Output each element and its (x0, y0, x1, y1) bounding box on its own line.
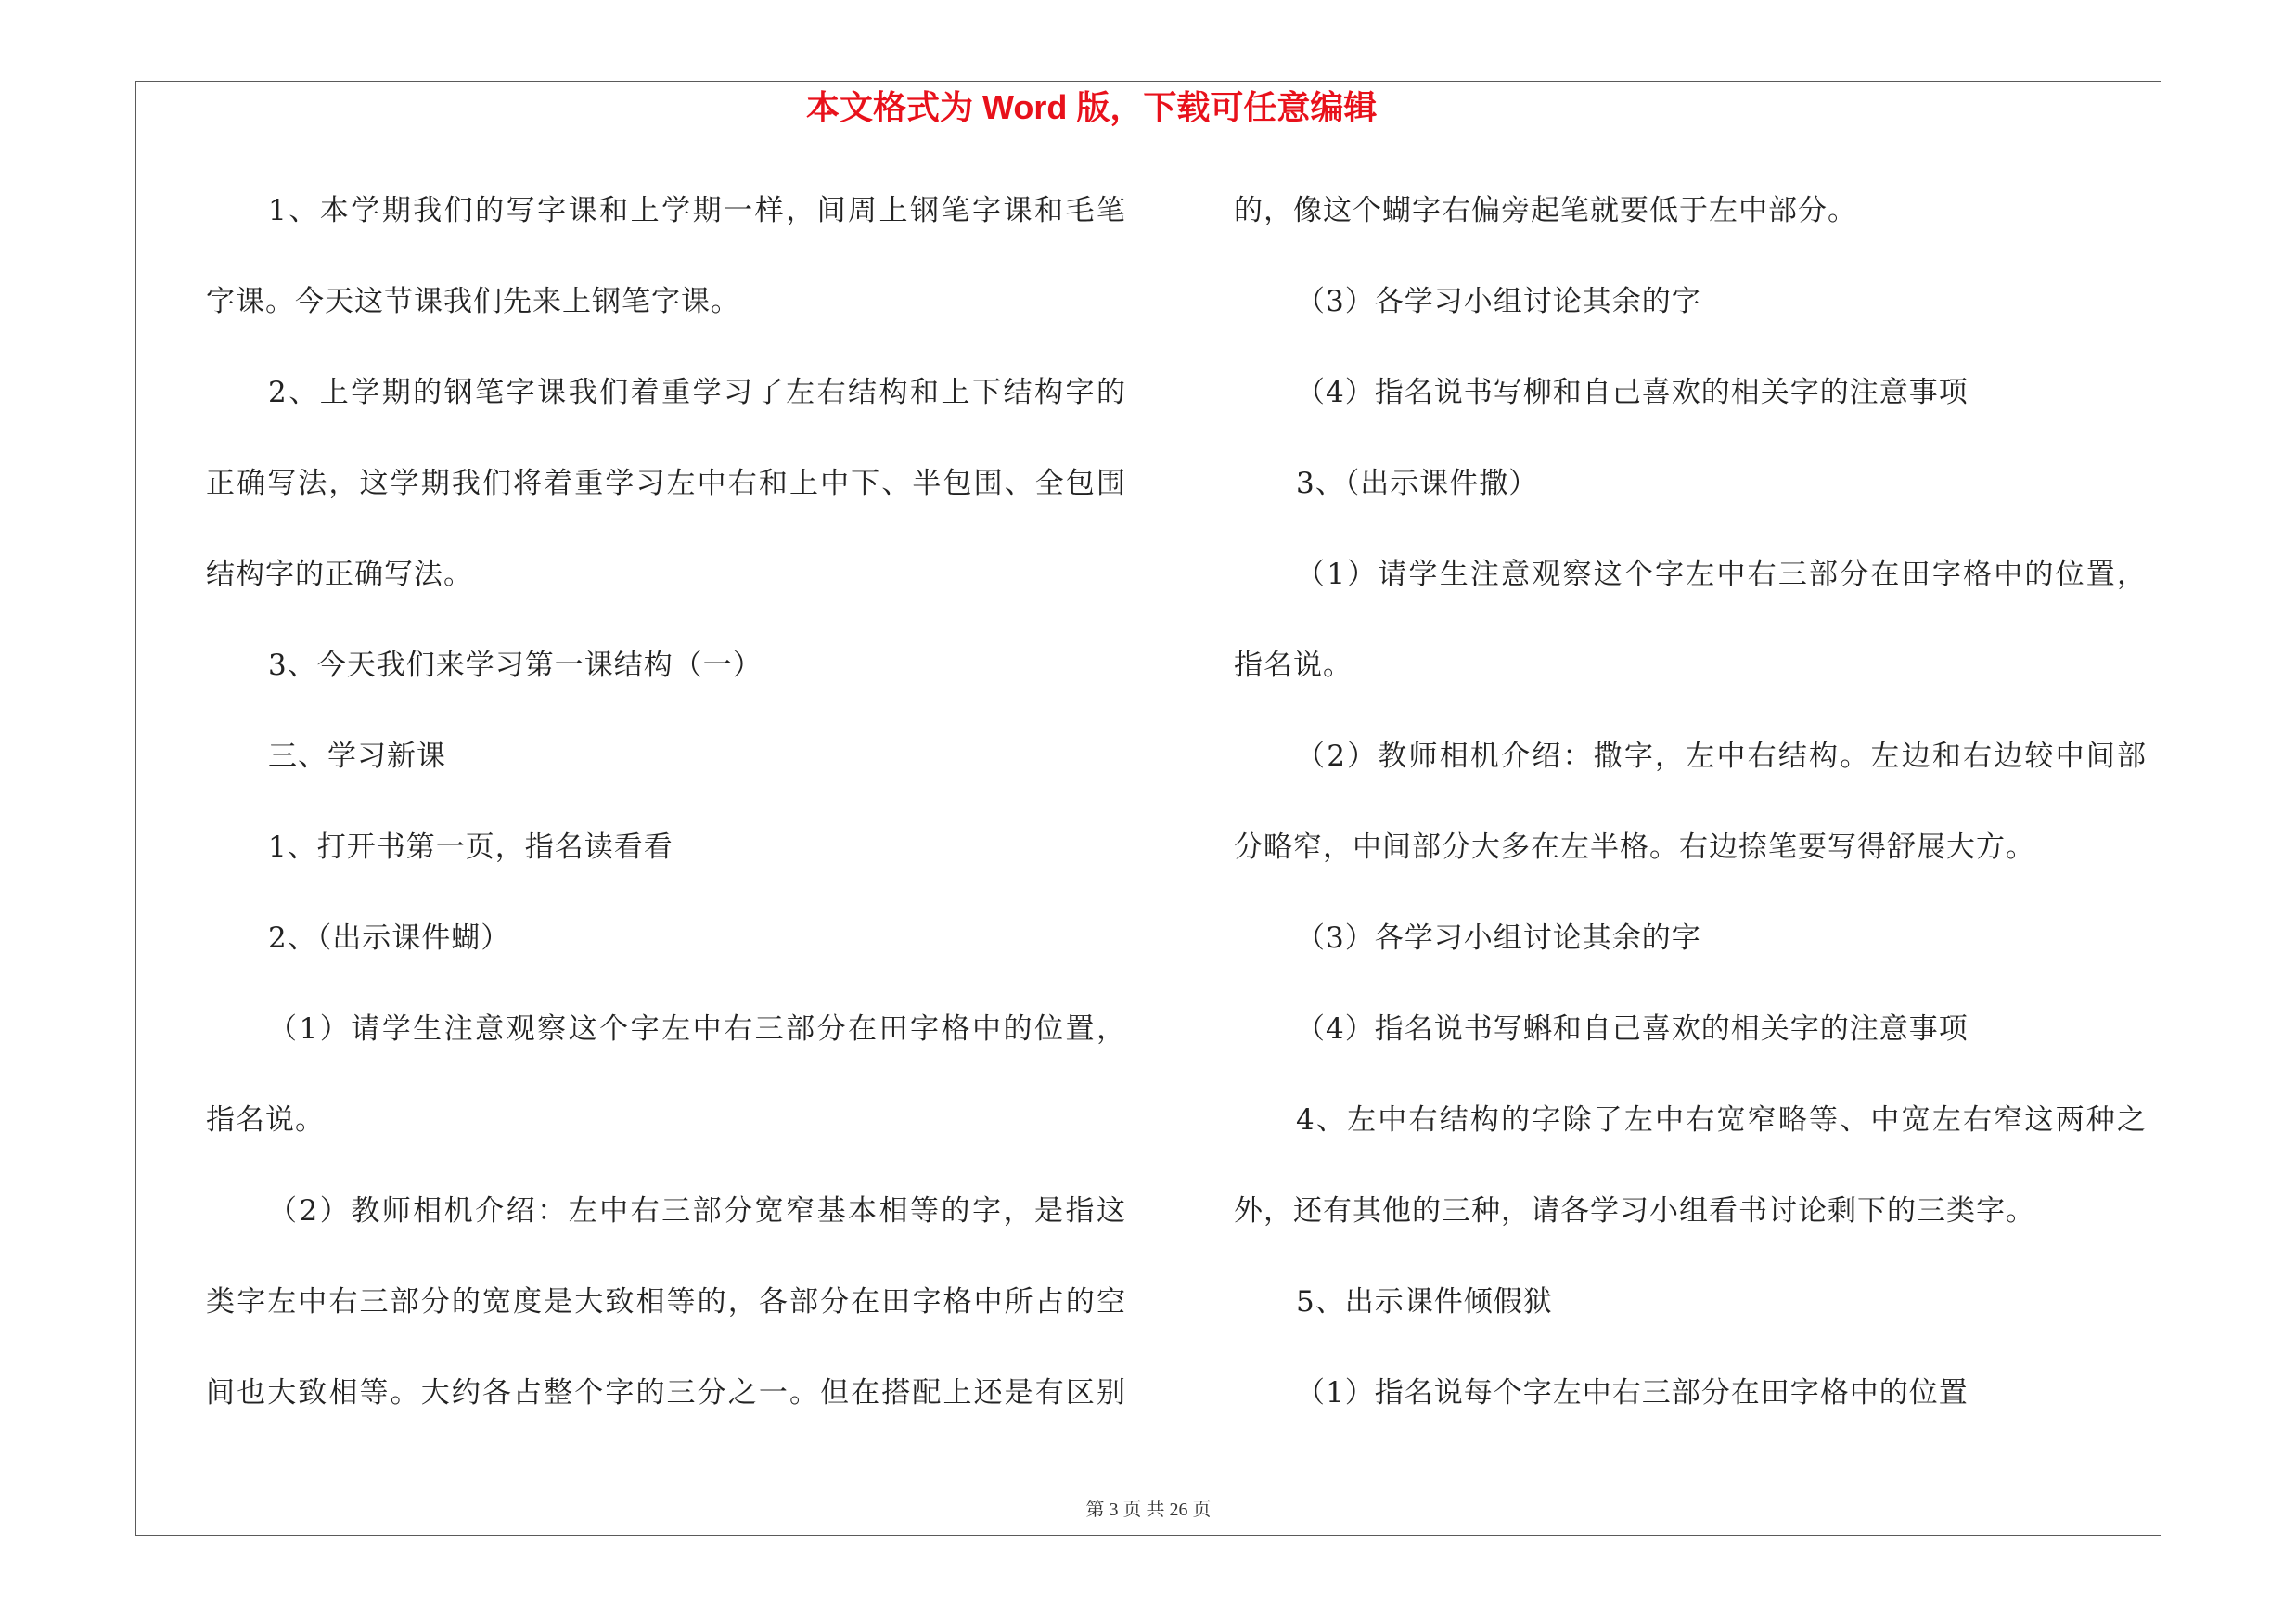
paragraph-line: （2）教师相机介绍：左中右三部分宽窄基本相等的字，是指这 (268, 1194, 1126, 1228)
right-text-column (1234, 165, 2147, 1438)
paragraph-line: 指名说。 (1234, 649, 1353, 682)
paragraph-line: （4）指名说书写柳和自己喜欢的相关字的注意事项 (1296, 376, 1969, 409)
paragraph-line: 正确写法，这学期我们将着重学习左中右和上中下、半包围、全包围 (206, 467, 1126, 500)
paragraph-line: 指名说。 (206, 1103, 325, 1137)
left-text-column (206, 165, 1126, 1438)
paragraph-line: （3）各学习小组讨论其余的字 (1296, 921, 1701, 955)
paragraph-line: 2、上学期的钢笔字课我们着重学习了左右结构和上下结构字的 (268, 376, 1126, 409)
paragraph-line: 1、打开书第一页，指名读看看 (268, 831, 673, 864)
section-heading: 三、学习新课 (268, 740, 446, 773)
paragraph-line: 字课。今天这节课我们先来上钢笔字课。 (206, 285, 740, 318)
paragraph-line: 分略窄，中间部分大多在左半格。右边捺笔要写得舒展大方。 (1234, 831, 2035, 864)
paragraph-line: （1）指名说每个字左中右三部分在田字格中的位置 (1296, 1376, 1969, 1410)
paragraph-line: （1）请学生注意观察这个字左中右三部分在田字格中的位置， (268, 1012, 1126, 1046)
paragraph-line: （4）指名说书写蝌和自己喜欢的相关字的注意事项 (1296, 1012, 1969, 1046)
paragraph-line: （3）各学习小组讨论其余的字 (1296, 285, 1701, 318)
page-number-footer: 第 3 页 共 26 页 (1085, 1500, 1212, 1520)
paragraph-line: 3、今天我们来学习第一课结构（一） (268, 649, 763, 682)
format-notice-header: 本文格式为 Word 版，下载可任意编辑 (806, 88, 1378, 126)
paragraph-line: 2、（出示课件蝴） (268, 921, 511, 955)
paragraph-line: 间也大致相等。大约各占整个字的三分之一。但在搭配上还是有区别 (206, 1376, 1126, 1410)
paragraph-line: （2）教师相机介绍：撒字，左中右结构。左边和右边较中间部 (1296, 740, 2147, 773)
paragraph-line: （1）请学生注意观察这个字左中右三部分在田字格中的位置， (1296, 558, 2147, 591)
paragraph-line: 3、（出示课件撒） (1296, 467, 1539, 500)
paragraph-line: 1、本学期我们的写字课和上学期一样，间周上钢笔字课和毛笔 (268, 194, 1126, 227)
paragraph-line: 4、左中右结构的字除了左中右宽窄略等、中宽左右窄这两种之 (1296, 1103, 2147, 1137)
paragraph-line: 外，还有其他的三种，请各学习小组看书讨论剩下的三类字。 (1234, 1194, 2035, 1228)
paragraph-line: 结构字的正确写法。 (206, 558, 473, 591)
paragraph-line: 的，像这个蝴字右偏旁起笔就要低于左中部分。 (1234, 194, 1857, 227)
paragraph-line: 5、出示课件倾假狱 (1296, 1285, 1553, 1319)
paragraph-line: 类字左中右三部分的宽度是大致相等的，各部分在田字格中所占的空 (206, 1285, 1126, 1319)
